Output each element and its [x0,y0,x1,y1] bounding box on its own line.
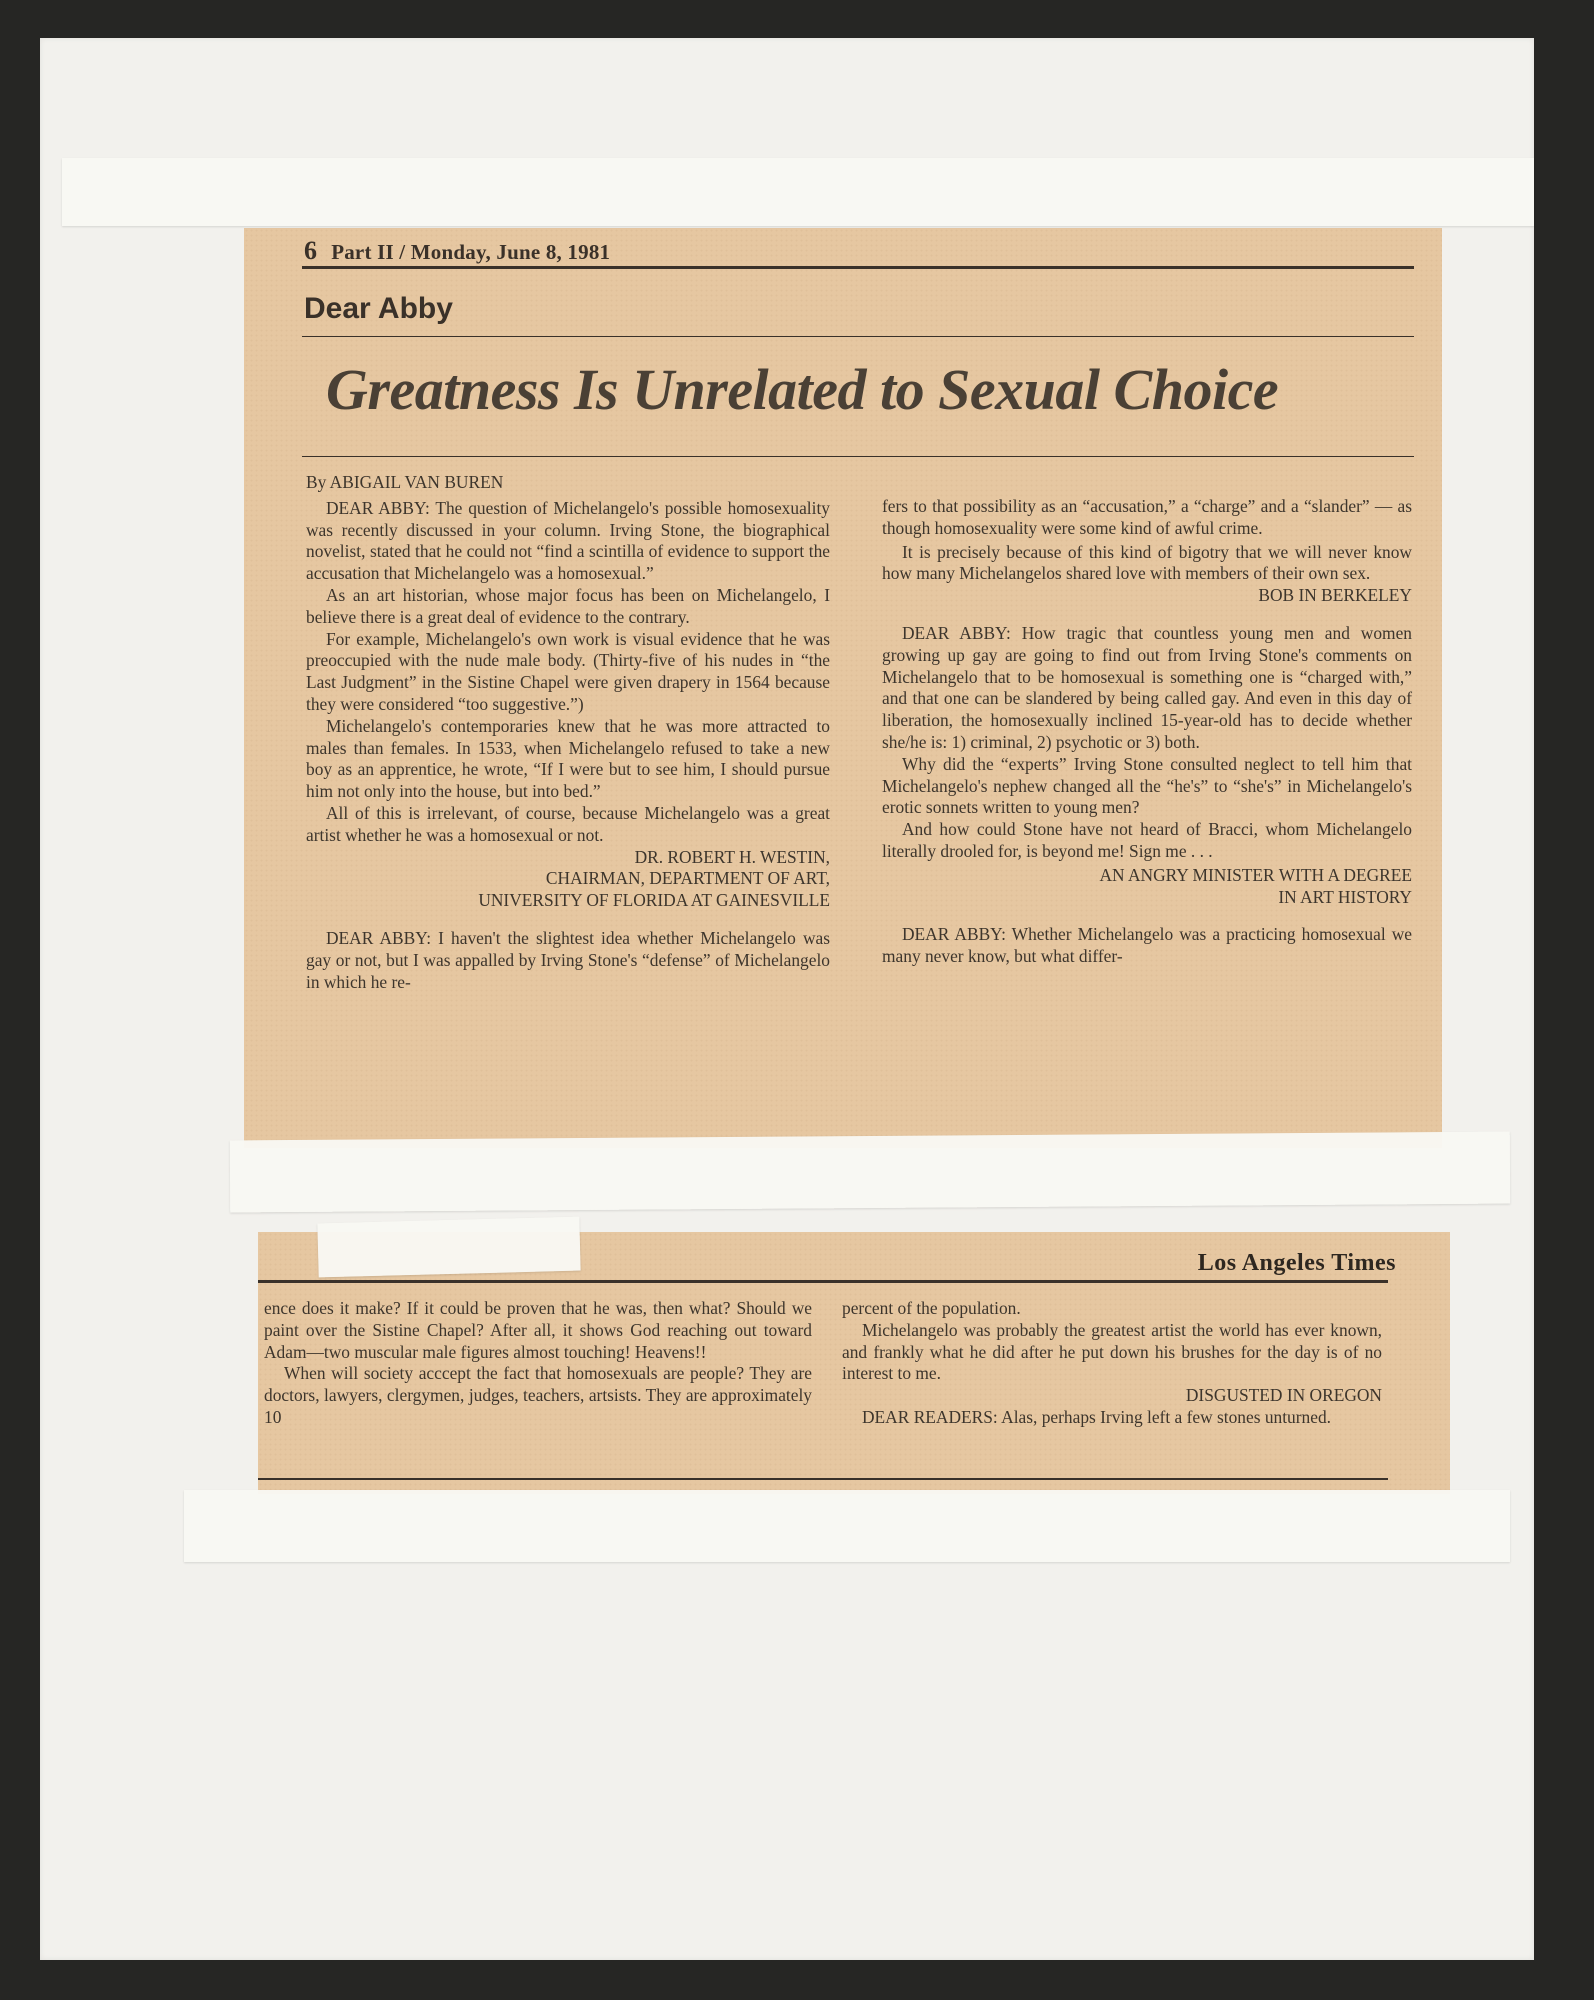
signature-line: DR. ROBERT H. WESTIN, [634,846,830,867]
article-left-column [306,472,830,993]
paragraph: percent of the population. [842,1298,1021,1318]
paragraph: DEAR ABBY: I haven't the slightest idea whether Michelangelo was gay or not, but I was appalled by Irving Stone's “defense” of Michelangelo in which he re- [306,927,830,992]
paragraph: When will society acccept the fact that homosexuals are people? They are doctors, lawyers, clergymen, judges, teachers, artsists. They are approximately 10 [264,1363,812,1427]
paragraph: For example, Michelangelo's own work is visual evidence that he was preoccupied with the nude male body. (Thirty-five of his nudes in “the Last Judgment” in the Sistine Chapel were given drapery in 1564 because they were considered “too suggestive.”) [306,628,830,714]
tape-strip [317,1217,580,1278]
section-title: Dear Abby [304,292,453,325]
signature-line: CHAIRMAN, DEPARTMENT OF ART, [545,868,830,889]
signature-line: DISGUSTED IN OREGON [1185,1385,1382,1406]
paragraph: Michelangelo's contemporaries knew that he was more attracted to males than females. In 1533, when Michelangelo refused to take a new boy as an apprentice, he wrote, “If I were but to see him, I should pursue him not only into the house, but into bed.” [306,715,830,802]
tape-strip [62,158,1534,226]
headline: Greatness Is Unrelated to Sexual Choice [326,357,1279,422]
rule-divider [258,1280,1388,1283]
paragraph: DEAR READERS: Alas, perhaps Irving left a few stones unturned. [862,1406,1331,1427]
byline: By ABIGAIL VAN BUREN [306,472,504,492]
rule-divider [258,1478,1388,1480]
paragraph: And how could Stone have not heard of Bracci, whom Michelangelo literally drooled for, is beyond me! Sign me . . . [882,819,1412,861]
paragraph: DEAR ABBY: The question of Michelangelo's possible homosexuality was recently discussed in your column. Irving Stone, the biographical novelist, stated that he could not “find a scintilla of evidence to support the accusation that Michelangelo was a homosexual.” [306,497,830,584]
paragraph: DEAR ABBY: Whether Michelangelo was a practicing homosexual we many never know, but what differ- [882,924,1412,967]
rule-divider [302,456,1414,457]
paragraph: As an art historian, whose major focus has been on Michelangelo, I believe there is a great deal of evidence to the contrary. [306,584,830,627]
article-left-column [264,1298,812,1429]
paragraph: ence does it make? If it could be proven that he was, then what? Should we paint over the Sistine Chapel? After all, it shows God reaching out toward Adam—two muscular male figures almost touching! Heavens!! [264,1298,812,1362]
article-right-column [842,1298,1382,1429]
dateline-text: Part II / Monday, June 8, 1981 [331,240,611,264]
signature-line: IN ART HISTORY [1278,886,1412,907]
newspaper-clipping-main [244,228,1442,1148]
signature-line: UNIVERSITY OF FLORIDA AT GAINESVILLE [478,890,830,911]
newspaper-masthead: Los Angeles Times [1197,1250,1396,1276]
paragraph: fers to that possibility as an “accusation,” a “charge” and a “slander” — as though homosexuality were some kind of awful crime. [882,496,1412,538]
rule-divider [302,266,1414,269]
rule-divider [302,336,1414,337]
signature-line: BOB IN BERKELEY [1258,585,1412,606]
signature-line: AN ANGRY MINISTER WITH A DEGREE [1099,864,1412,885]
paragraph: All of this is irrelevant, of course, because Michelangelo was a great artist whether he was a homosexual or not. [306,802,830,845]
tape-strip [230,1132,1510,1213]
dateline [304,236,610,266]
paragraph: DEAR ABBY: How tragic that countless young men and women growing up gay are going to find out from Irving Stone's comments on Michelangelo that to be homosexual is something one is “charged with,” and that one can be slandered by being called gay. And even in this day of liberation, the homosexually inclined 15-year-old has to decide whether she/he is: 1) criminal, 2) psychotic or 3) both. [882,622,1412,752]
page-number: 6 [304,236,318,265]
paragraph: Why did the “experts” Irving Stone consulted neglect to tell him that Michelangelo's nephew changed all the “he's” to “she's” in Michelangelo's erotic sonnets written to young men? [882,753,1412,818]
paragraph: It is precisely because of this kind of bigotry that we will never know how many Michelangelos shared love with members of their own sex. [882,541,1412,584]
article-right-column [882,496,1412,968]
tape-strip [184,1490,1510,1562]
paragraph: Michelangelo was probably the greatest artist the world has ever known, and frankly what he did after he put down his brushes for the day is of no interest to me. [842,1319,1382,1384]
